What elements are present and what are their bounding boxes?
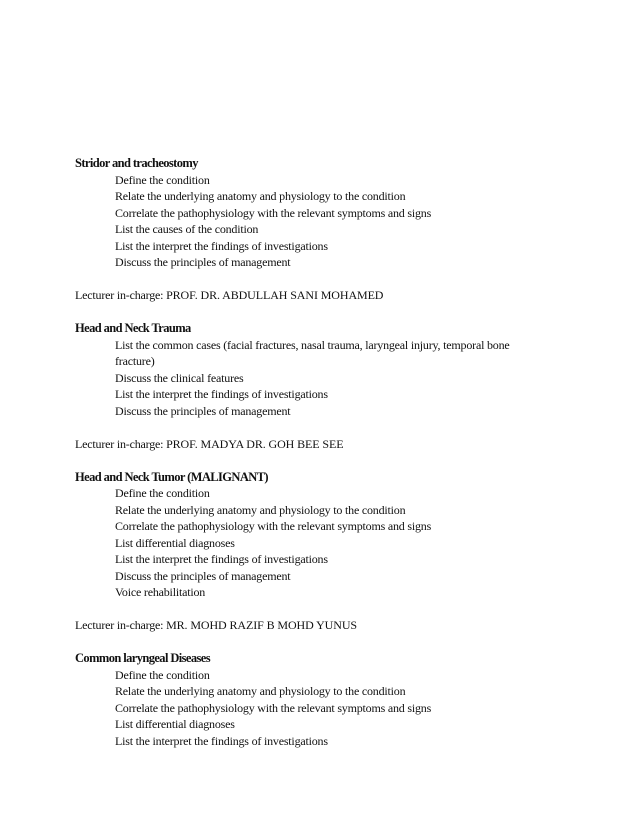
list-item: Relate the underlying anatomy and physiology to the condition (115, 189, 406, 203)
lecturer-name: MR. MOHD RAZIF B MOHD YUNUS (166, 618, 357, 632)
list-item: List differential diagnoses (115, 535, 235, 550)
section-laryngeal-diseases (75, 650, 615, 749)
list-item: Correlate the pathophysiology with the relevant symptoms and signs (115, 519, 432, 533)
list-item: List the common cases (facial fractures, nasal trauma, laryngeal injury, temporal bone fracture) (115, 337, 510, 368)
list-item: List differential diagnoses (115, 717, 235, 731)
spacer (75, 419, 615, 436)
list-item: List the interpret the findings of investigations (115, 733, 328, 748)
section-title: Head and Neck Trauma (75, 321, 191, 335)
section-head-neck-trauma (75, 320, 615, 469)
spacer (75, 601, 615, 618)
section-head-neck-tumor (75, 469, 615, 651)
lecturer-line (75, 287, 615, 304)
lecturer-line (75, 617, 615, 634)
lecturer-name: PROF. MADYA DR. GOH BEE SEE (166, 436, 344, 451)
list-item: Relate the underlying anatomy and physiology to the condition (115, 684, 406, 698)
objective-list (75, 337, 615, 420)
list-item: List the interpret the findings of investigations (115, 387, 328, 401)
list-item: Correlate the pathophysiology with the relevant symptoms and signs (115, 205, 432, 220)
section-title: Common laryngeal Diseases (75, 651, 210, 665)
spacer (75, 271, 615, 288)
list-item: Define the condition (115, 172, 210, 187)
list-item: List the interpret the findings of investigations (115, 238, 328, 253)
lecturer-line (75, 436, 615, 453)
document-page (75, 155, 615, 749)
objective-list (75, 172, 615, 271)
lecturer-label: Lecturer in-charge: (75, 436, 164, 451)
lecturer-label: Lecturer in-charge: (75, 288, 164, 302)
spacer (75, 634, 615, 651)
list-item: Discuss the principles of management (115, 255, 291, 269)
section-title: Stridor and tracheostomy (75, 156, 198, 170)
section-title: Head and Neck Tumor (MALIGNANT) (75, 469, 268, 484)
list-item: Discuss the principles of management (115, 568, 291, 583)
list-item: Define the condition (115, 667, 210, 682)
lecturer-name: PROF. DR. ABDULLAH SANI MOHAMED (166, 288, 384, 302)
list-item: List the causes of the condition (115, 222, 259, 236)
list-item: Voice rehabilitation (115, 585, 206, 599)
lecturer-label: Lecturer in-charge: (75, 618, 164, 632)
list-item: Correlate the pathophysiology with the relevant symptoms and signs (115, 700, 432, 715)
spacer (75, 452, 615, 469)
section-stridor (75, 155, 615, 320)
list-item: Discuss the principles of management (115, 403, 291, 418)
list-item: List the interpret the findings of investigations (115, 552, 328, 566)
objective-list (75, 485, 615, 601)
list-item: Define the condition (115, 486, 210, 500)
spacer (75, 304, 615, 321)
list-item: Relate the underlying anatomy and physiology to the condition (115, 502, 406, 517)
list-item: Discuss the clinical features (115, 370, 244, 385)
objective-list (75, 667, 615, 750)
